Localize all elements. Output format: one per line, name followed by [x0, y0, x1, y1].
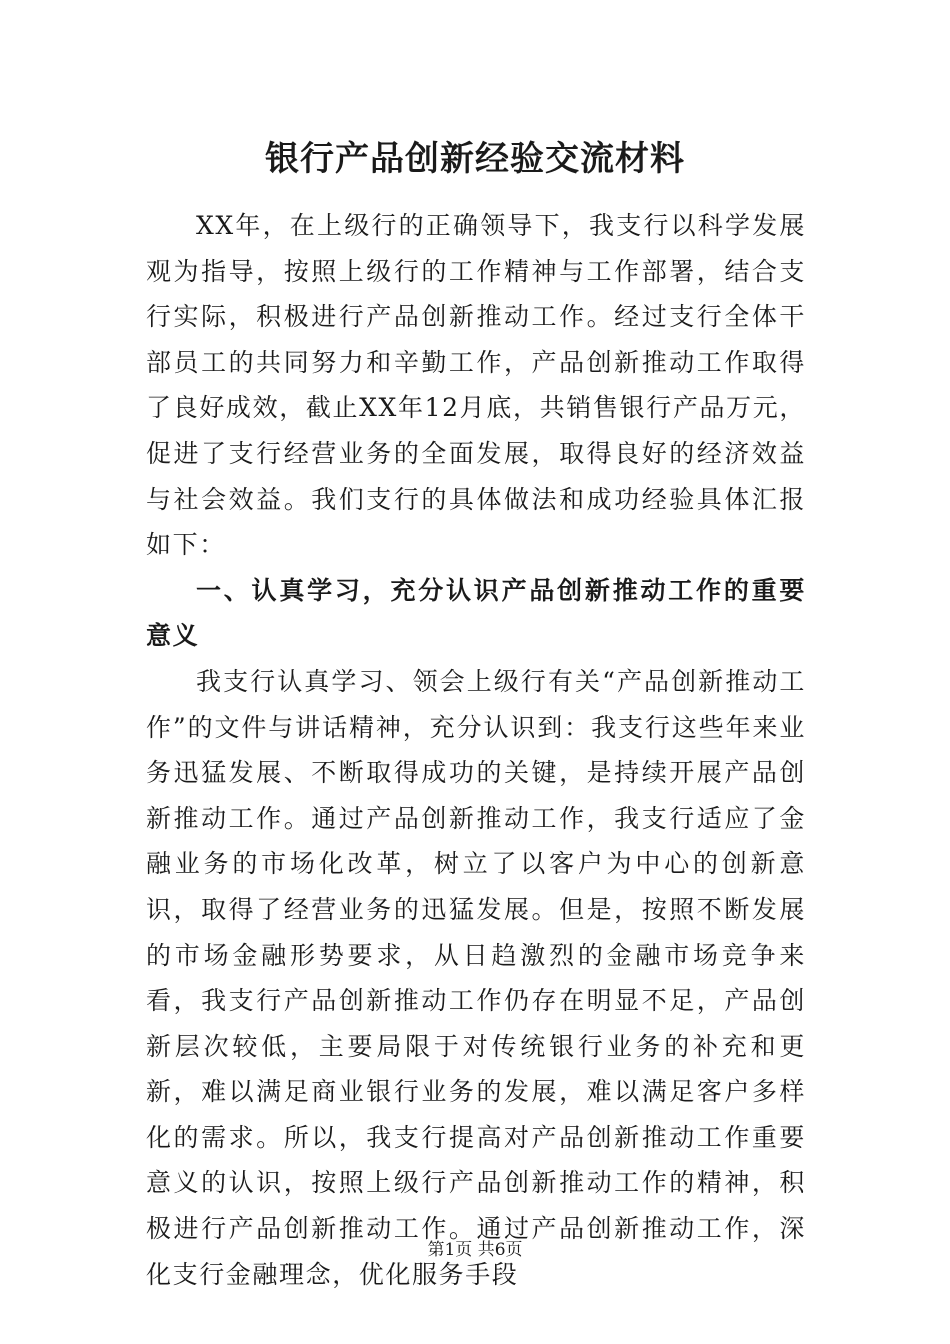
document-title: 银行产品创新经验交流材料 [265, 139, 685, 179]
section-heading-1: 一、认真学习，充分认识产品创新推动工作的重要意义 [146, 575, 806, 651]
page-footer: 第1页 共6页 [427, 1240, 523, 1260]
intro-paragraph: XX年，在上级行的正确领导下，我支行以科学发展观为指导，按照上级行的工作精神与工作部署，结合支行实际，积极进行产品创新推动工作。经过支行全体干部员工的共同努力和辛勤工作，产品创新推动工作取得了良好成效，截止XX年12月底，共销售银行产品万元，促进了支行经营业务的全面发展，取得良好的经济效益与社会效益。我们支行的具体做法和成功经验具体汇报如下： [146, 211, 806, 560]
section-paragraph-1: 我支行认真学习、领会上级行有关“产品创新推动工作”的文件与讲话精神，充分认识到：我支行这些年来业务迅猛发展、不断取得成功的关键，是持续开展产品创新推动工作。通过产品创新推动工作，我支行适应了金融业务的市场化改革，树立了以客户为中心的创新意识，取得了经营业务的迅猛发展。但是，按照不断发展的市场金融形势要求，从日趋激烈的金融市场竞争来看，我支行产品创新推动工作仍存在明显不足，产品创新层次较低，主要局限于对传统银行业务的补充和更新，难以满足商业银行业务的发展，难以满足客户多样化的需求。所以，我支行提高对产品创新推动工作重要意义的认识，按照上级行产品创新推动工作的精神，积极进行产品创新推动工作。通过产品创新推动工作，深化支行金融理念，优化服务手段 [146, 666, 806, 1289]
document-body [146, 203, 806, 1297]
